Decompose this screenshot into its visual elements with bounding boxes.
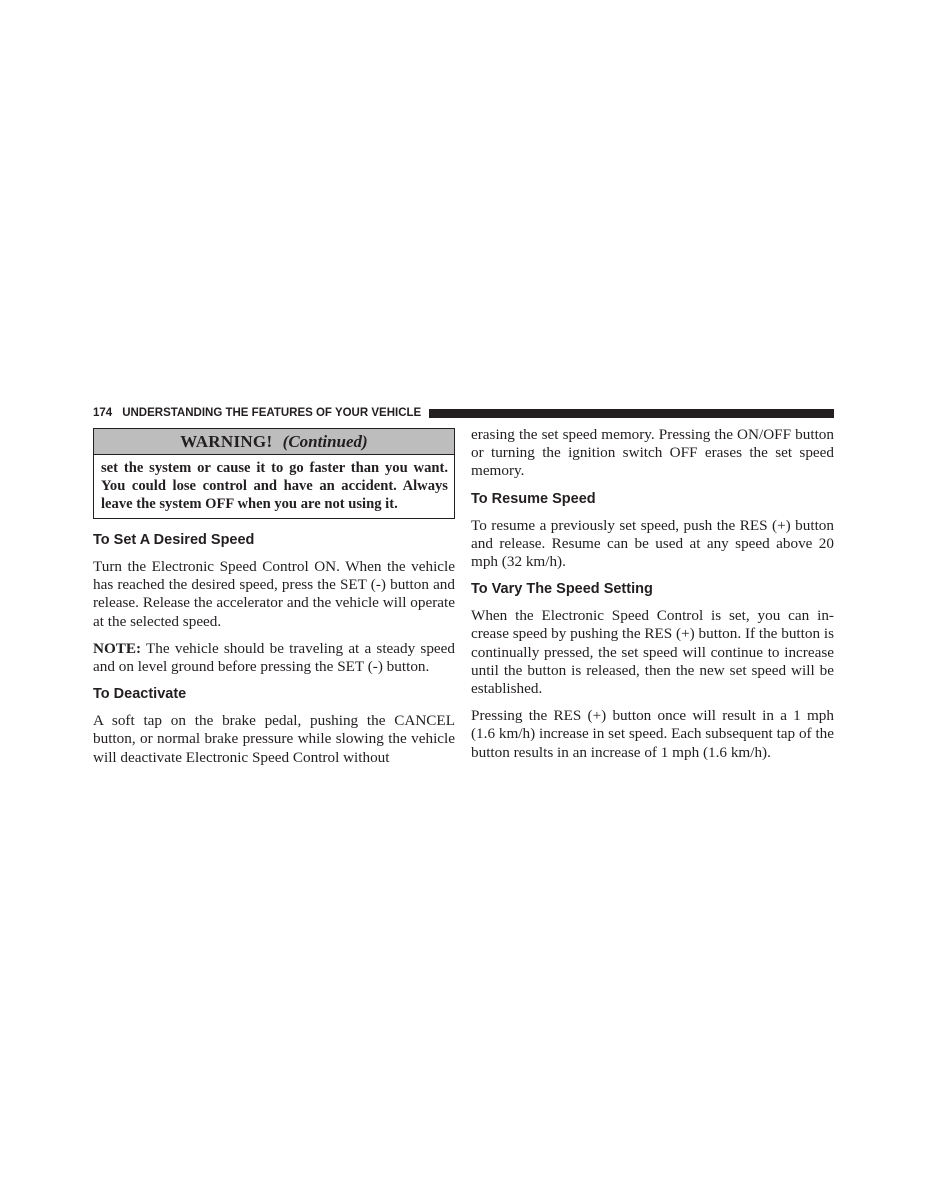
right-column — [471, 426, 834, 771]
warning-continued: (Continued) — [282, 432, 368, 451]
note-text: The vehicle should be traveling at a steady speed and on level ground before pressing the SET (-) button. — [93, 639, 455, 676]
warning-body: set the system or cause it to go faster than you want. You could lose control and have an accident. Always leave the system OFF when you are not using it. — [101, 460, 448, 512]
warning-header — [94, 429, 454, 455]
note-label: NOTE: — [93, 639, 142, 657]
page-number: 174 — [93, 407, 113, 419]
section-title: UNDERSTANDING THE FEATURES OF YOUR VEHICLE — [122, 407, 422, 419]
paragraph-set-speed: Turn the Electronic Speed Control ON. When the vehicle has reached the desired speed, press the SET (-) button and release. Release the accelerator and the vehicle will operate at the selected speed. — [93, 558, 455, 630]
paragraph-resume-speed: To resume a previously set speed, push the RES (+) button and release. Resume can be used at any speed above 20 mph (32 km/h). — [471, 516, 834, 571]
heading-resume-speed: To Resume Speed — [471, 490, 596, 507]
page-header — [93, 406, 834, 420]
paragraph-deactivate-continued: erasing the set speed memory. Pressing the ON/OFF button or turning the ignition switch OFF erases the set speed memory. — [471, 426, 834, 480]
note-paragraph — [93, 640, 455, 676]
heading-set-speed: To Set A Desired Speed — [93, 532, 255, 548]
left-column — [93, 428, 455, 776]
warning-label: WARNING! — [180, 432, 273, 451]
warning-box — [93, 428, 455, 519]
header-rule — [429, 409, 834, 418]
paragraph-vary-speed-2: Pressing the RES (+) button once will result in a 1 mph (1.6 km/h) increase in set speed. Each subsequent tap of the button results in an increase of 1 mph (1.6 km/h). — [471, 707, 834, 761]
heading-deactivate: To Deactivate — [93, 686, 187, 703]
heading-vary-speed: To Vary The Speed Setting — [471, 581, 653, 598]
paragraph-vary-speed-1: When the Electronic Speed Control is set, you can in-crease speed by pushing the RES (+) button. If the button is continually pressed, the set speed will continue to increase until the button is released, then the new set speed will be established. — [471, 607, 834, 698]
paragraph-deactivate: A soft tap on the brake pedal, pushing the CANCEL button, or normal brake pressure while slowing the vehicle will deactivate Electronic Speed Control without — [93, 712, 455, 766]
